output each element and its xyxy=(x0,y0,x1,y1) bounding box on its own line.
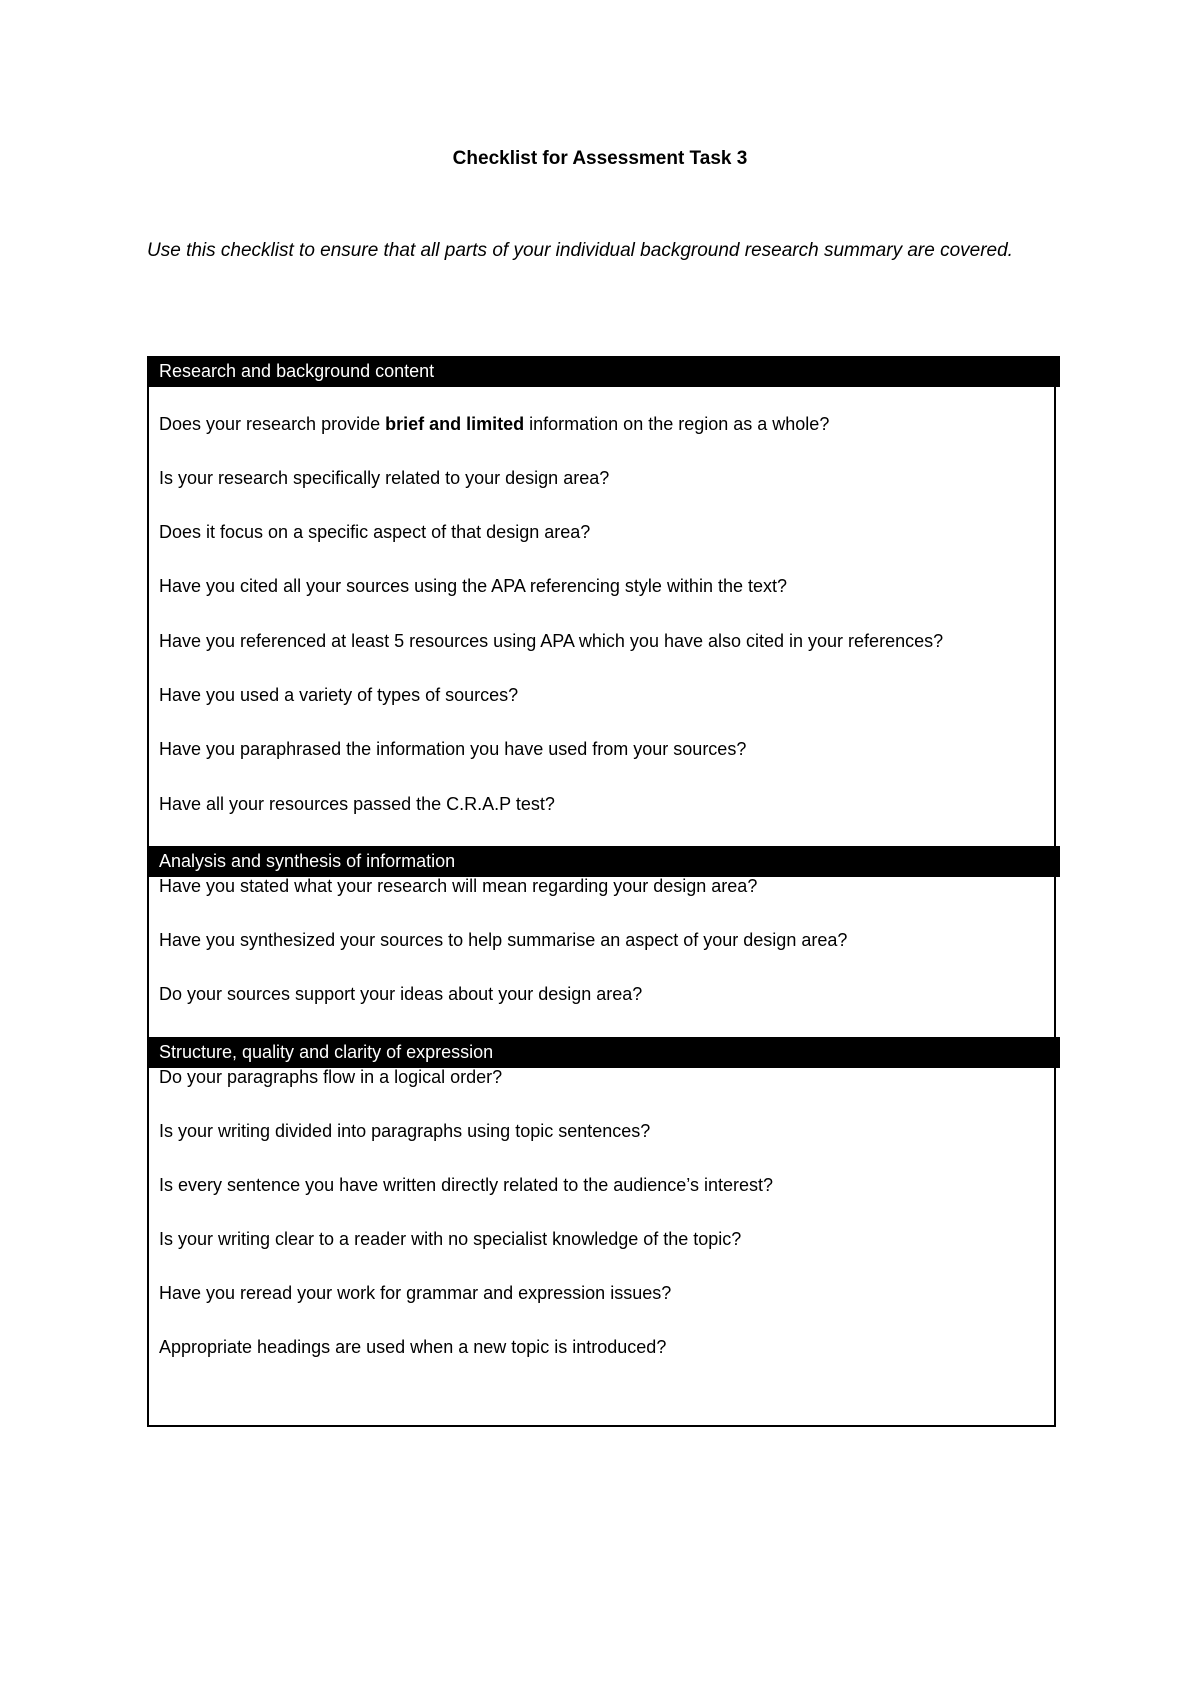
checklist-item: Have you used a variety of types of sources? xyxy=(159,685,519,705)
checklist-table xyxy=(147,356,1056,1427)
item-text-before: Does your research provide xyxy=(159,414,386,434)
checklist-item: Have you reread your work for grammar and expression issues? xyxy=(159,1283,672,1303)
section-header-structure: Structure, quality and clarity of expression xyxy=(147,1037,1060,1068)
checklist-item: Does it focus on a specific aspect of that design area? xyxy=(159,522,591,542)
checklist-item xyxy=(159,414,829,435)
intro-text: Use this checklist to ensure that all parts of your individual background research summary are covered. xyxy=(147,240,1013,261)
checklist-item: Have you synthesized your sources to help summarise an aspect of your design area? xyxy=(159,930,848,950)
checklist-item: Is your research specifically related to your design area? xyxy=(159,468,610,488)
section-header-analysis: Analysis and synthesis of information xyxy=(147,846,1060,877)
checklist-item: Is your writing divided into paragraphs using topic sentences? xyxy=(159,1121,651,1141)
checklist-item: Do your paragraphs flow in a logical order? xyxy=(159,1067,503,1087)
checklist-item: Have all your resources passed the C.R.A.P test? xyxy=(159,794,555,814)
checklist-item: Appropriate headings are used when a new topic is introduced? xyxy=(159,1337,667,1357)
checklist-item: Have you stated what your research will mean regarding your design area? xyxy=(159,876,758,896)
checklist-item: Have you referenced at least 5 resources using APA which you have also cited in your references? xyxy=(159,631,944,651)
checklist-item: Have you paraphrased the information you have used from your sources? xyxy=(159,739,747,759)
document-title: Checklist for Assessment Task 3 xyxy=(452,148,748,169)
item-text-after: information on the region as a whole? xyxy=(524,414,830,434)
item-text-bold: brief and limited xyxy=(385,414,525,434)
section-header-research: Research and background content xyxy=(147,356,1060,387)
checklist-item: Do your sources support your ideas about your design area? xyxy=(159,984,643,1004)
checklist-item: Is your writing clear to a reader with no specialist knowledge of the topic? xyxy=(159,1229,742,1249)
checklist-item: Have you cited all your sources using the APA referencing style within the text? xyxy=(159,576,788,596)
checklist-item: Is every sentence you have written directly related to the audience’s interest? xyxy=(159,1175,774,1195)
